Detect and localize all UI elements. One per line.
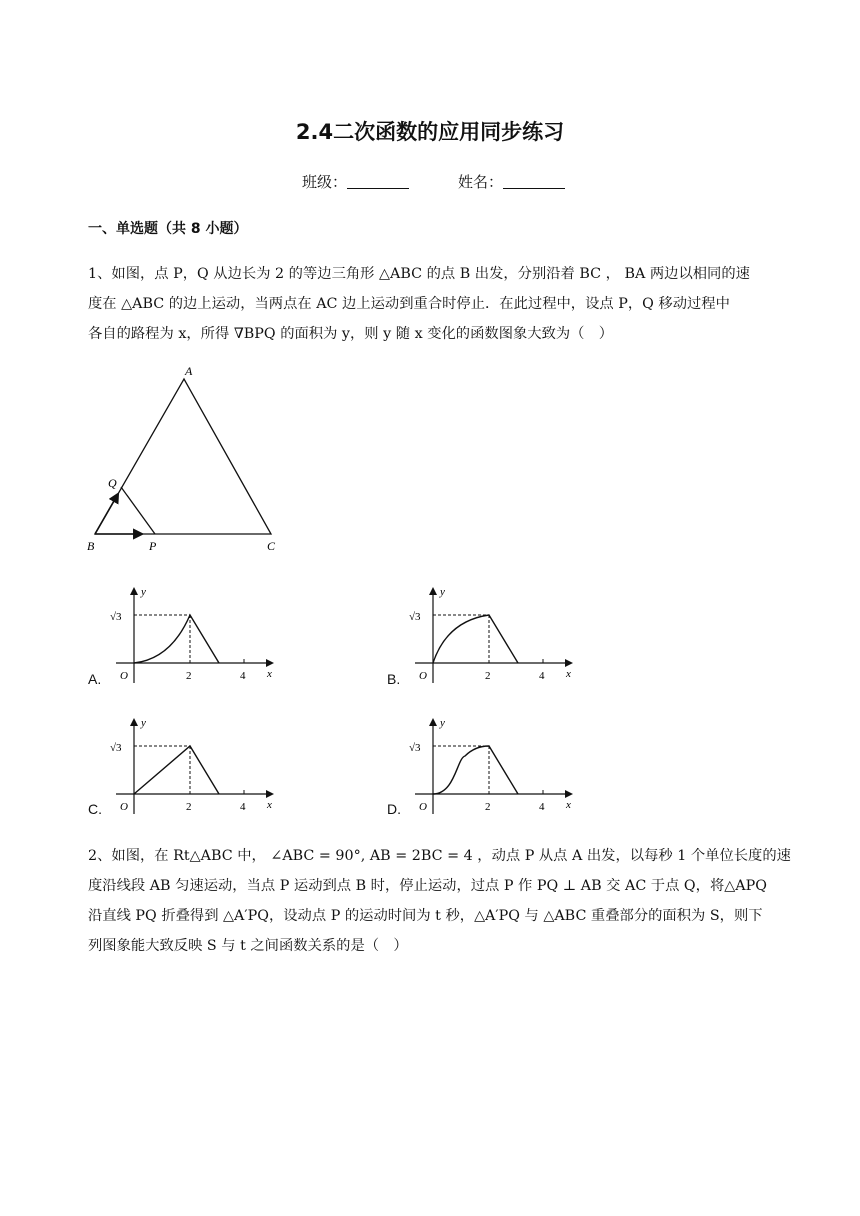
label-b: B [87,539,95,553]
tick-2-label: 2 [485,801,491,813]
question-2-line-2: 度沿线段 AB 匀速运动，当点 P 运动到点 B 时，停止运动，过点 P 作 PQ ⊥ AB 交 AC 于点 Q，将△APQ [88,878,767,894]
graph-axes [415,718,573,814]
option-b-graph[interactable] [405,583,585,689]
tick-4-label: 4 [539,670,545,682]
question-1-line-2: 度在 △ABC 的边上运动，当两点在 AC 边上运动到重合时停止．在此过程中，设点 P，Q 移动过程中 [88,296,730,312]
graph-axes [116,718,274,814]
tick-2-label: 2 [485,670,491,682]
graph-axes [415,587,573,683]
tick-2-label: 2 [186,801,192,813]
name-label: 姓名： [458,173,504,191]
curve-s-shaped [433,746,518,794]
peak-label: √3 [110,742,122,754]
origin-label: O [120,801,128,813]
section-heading: 一、单选题（共 8 小题） [88,221,248,237]
arrow-bq [95,494,118,534]
option-c-label[interactable]: C. [88,801,102,817]
axis-y-label: y [440,717,445,729]
page-title: 2.4二次函数的应用同步练习 [295,120,565,144]
segment-qp [121,487,155,534]
curve-concave-down [433,615,518,663]
origin-label: O [419,801,427,813]
origin-label: O [419,670,427,682]
question-2-line-4: 列图象能大致反映 S 与 t 之间函数关系的是（ ） [88,938,408,954]
option-c-graph[interactable] [106,714,286,820]
axis-y-label: y [141,586,146,598]
axis-y-label: y [141,717,146,729]
class-label: 班级： [302,173,348,191]
origin-label: O [120,670,128,682]
option-d-label[interactable]: D. [387,801,401,817]
axis-x-label: x [267,668,272,680]
curve-concave-up [134,615,219,663]
tick-4-label: 4 [240,801,246,813]
tick-2-label: 2 [186,670,192,682]
axis-x-label: x [566,668,571,680]
tick-4-label: 4 [539,801,545,813]
peak-label: √3 [409,611,421,623]
peak-label: √3 [110,611,122,623]
label-c: C [267,539,276,553]
peak-label: √3 [409,742,421,754]
triangle-abc [95,379,271,534]
question-1-line-1: 1、如图，点 P，Q 从边长为 2 的等边三角形 △ABC 的点 B 出发，分别沿着 BC ， BA 两边以相同的速 [88,266,750,282]
question-1-line-3: 各自的路程为 x，所得 ∇BPQ 的面积为 y，则 y 随 x 变化的函数图象大致为（ ） [88,326,614,342]
option-a-label[interactable]: A. [88,671,102,687]
axis-x-label: x [566,799,571,811]
label-q: Q [108,476,117,490]
question-2-text [88,841,791,961]
question-2-line-1: 2、如图，在 Rt△ABC 中， ∠ABC = 90°, AB = 2BC = 4 ，动点 P 从点 A 出发，以每秒 1 个单位长度的速 [88,848,791,864]
label-a: A [185,364,193,378]
class-blank[interactable] [347,174,409,189]
name-blank[interactable] [503,174,565,189]
question-2-line-3: 沿直线 PQ 折叠得到 △A′PQ，设动点 P 的运动时间为 t 秒，△A′PQ 与 △ABC 重叠部分的面积为 S，则下 [88,908,763,924]
option-b-label[interactable]: B. [387,671,401,687]
tick-4-label: 4 [240,670,246,682]
option-d-graph[interactable] [405,714,585,820]
question-1-text [88,259,778,349]
option-a-graph[interactable] [106,583,286,689]
class-field [302,171,409,192]
label-p: P [149,539,157,553]
graph-axes [116,587,274,683]
axis-y-label: y [440,586,445,598]
axis-x-label: x [267,799,272,811]
curve-linear [134,746,219,794]
name-field [458,171,565,192]
triangle-figure [82,362,282,556]
